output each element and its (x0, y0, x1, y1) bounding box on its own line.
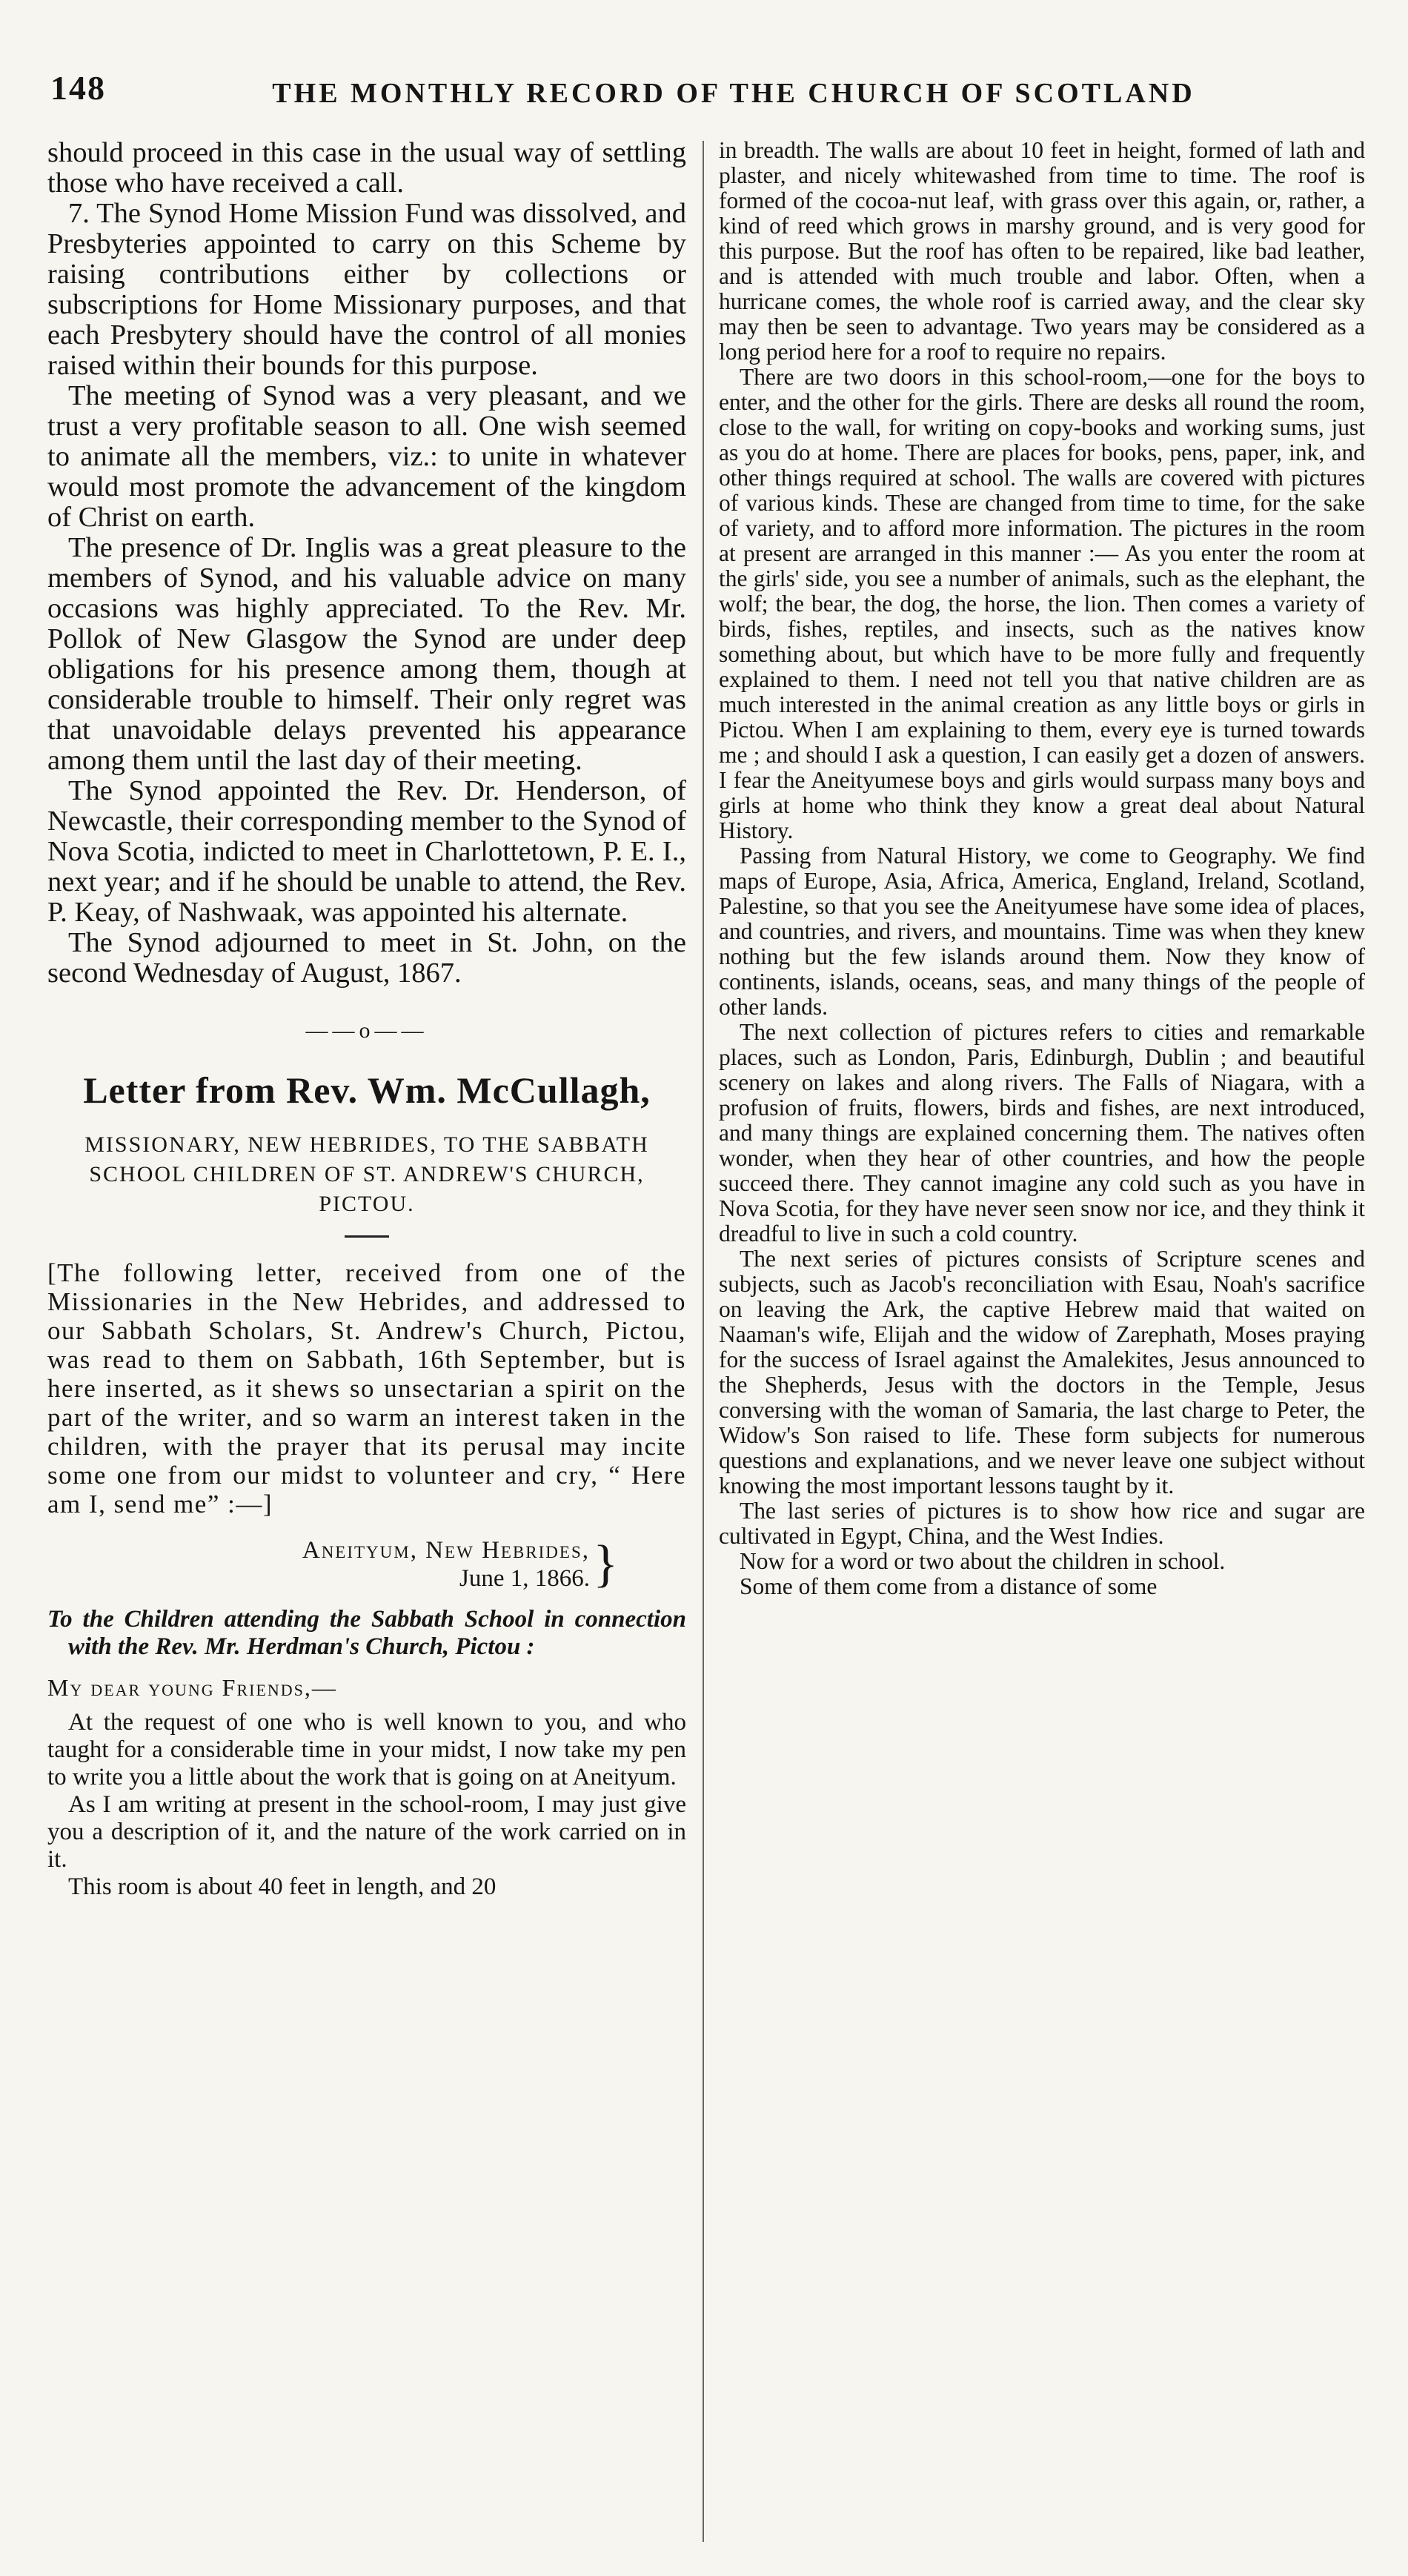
right-column (719, 138, 1365, 1599)
paragraph-request: At the request of one who is well known to you, and who taught for a considerable time in your midst, I now take my pen to write you a little about the work that is going on at Aneityum. (47, 1709, 686, 1790)
section-separator: ——o—— (305, 1018, 428, 1043)
paragraph-home-mission: 7. The Synod Home Mission Fund was dissolved, and Presbyteries appointed to carry on this Scheme by raising contributions either by collections or subscriptions for Home Missionary purposes, and that each Presbytery should have the control of all monies raised within their bounds for this purpose. (47, 198, 686, 381)
letter-title: Letter from Rev. Wm. McCullagh, (83, 1069, 651, 1111)
column-rule (703, 141, 704, 2542)
editorial-note-text: [The following letter, received from one of the Missionaries in the New Hebrides, and addressed to our Sabbath Scholars, St. Andrew's Church, Pictou, was read to them on Sabbath, 16th September, but is here inserted, as it shews so unsectarian a spirit on the part of the writer, and so warm an interest taken in the children, with the prayer that its perusal may incite some one from our midst to volunteer and cry, “ Here am I, send me” :—] (47, 1258, 686, 1518)
left-column (47, 138, 686, 1901)
page-number: 148 (50, 69, 106, 107)
paragraph-rice: The last series of pictures is to show how rice and sugar are cultivated in Egypt, China, and the West Indies. (719, 1498, 1365, 1549)
brace-icon: } (593, 1536, 618, 1593)
paragraph-children: Now for a word or two about the children in school. (740, 1548, 1226, 1574)
paragraph-geography: Passing from Natural History, we come to Geography. We find maps of Europe, Asia, Africa, America, England, Ireland, Scotland, Palestine, so that you see the Aneityumese have some idea of places, and countries, and rivers, and mountains. Time was when they knew nothing but the few islands around them. Now they know of continents, islands, oceans, seas, and many things of the people of other lands. (719, 843, 1365, 1020)
paragraph-writing: As I am writing at present in the school-room, I may just give you a description of it, and the nature of the work carried on in it. (47, 1791, 686, 1873)
dateline-place: Aneityum, New Hebrides, (302, 1537, 590, 1564)
paragraph-inglis: The presence of Dr. Inglis was a great pleasure to the members of Synod, and his valuable advice on many occasions was highly appreciated. To the Rev. Mr. Pollok of New Glasgow the Synod are under deep obligations for his presence among them, though at considerable trouble to himself. Their only regret was that unavoidable delays prevented his appearance among them until the last day of their meeting. (47, 532, 686, 776)
salutation: My dear young Friends,— (47, 1674, 337, 1701)
paragraph-meeting: The meeting of Synod was a very pleasant, and we trust a very profitable season to all. One wish seemed to animate all the members, viz.: to unite in whatever would most promote the advancement of the kingdom of Christ on earth. (47, 380, 686, 533)
paragraph-cities: The next collection of pictures refers to cities and remarkable places, such as London, Paris, Edinburgh, Dublin ; and beautiful scenery on lakes and along rivers. The Falls of Niagara, with a profusion of fruits, flowers, birds and fishes, are next introduced, and many things are explained concerning them. The natives often wonder, when they hear of other countries, and how the people succeed there. They cannot imagine any cold such as you have in Nova Scotia, for they have never seen snow nor ice, and they think it dreadful to live in such a cold country. (719, 1019, 1365, 1246)
paragraph-room: This room is about 40 feet in length, and 20 (68, 1873, 497, 1900)
letter-subhead: MISSIONARY, NEW HEBRIDES, TO THE SABBATH SCHOOL CHILDREN OF ST. ANDREW'S CHURCH, PICTOU. (84, 1132, 649, 1216)
editorial-note (47, 1258, 686, 1518)
paragraph-adjourned: The Synod adjourned to meet in St. John, on the second Wednesday of August, 1867. (47, 927, 686, 989)
paragraph-scripture: The next series of pictures consists of Scripture scenes and subjects, such as Jacob's reconciliation with Esau, Noah's sacrifice on leaving the Ark, the captive Hebrew maid that waited on Naaman's wife, Elijah and the widow of Zarephath, Moses praying for the success of Israel against the Amalekites, Jesus announced to the Shepherds, Jesus with the doctors in the Temple, Jesus conversing with the woman of Samaria, the last charge to Peter, the Widow's Son raised to life. These form subjects for numerous questions and explanations, and we never leave one subject without knowing the most important lessons taught by it. (719, 1246, 1365, 1498)
paragraph-some: Some of them come from a distance of some (740, 1573, 1158, 1599)
dateline (47, 1536, 686, 1593)
paragraph-breadth: in breadth. The walls are about 10 feet in height, formed of lath and plaster, and nicely whitewashed from time to time. The roof is formed of the cocoa-nut leaf, with grass over this again, or, rather, a kind of reed which grows in marshy ground, and is very good for this purpose. But the roof has often to be repaired, like bad leather, and is attended with much trouble and labor. Often, when a hurricane comes, the whole roof is carried away, and the clear sky may then be seen to advantage. Two years may be considered as a long period here for a roof to require no repairs. (719, 137, 1365, 365)
running-head: THE MONTHLY RECORD OF THE CHURCH OF SCOTLAND (272, 78, 1195, 109)
paragraph-henderson: The Synod appointed the Rev. Dr. Henderson, of Newcastle, their corresponding member to the Synod of Nova Scotia, indicted to meet in Charlottetown, P. E. I., next year; and if he should be unable to attend, the Rev. P. Keay, of Nashwaak, was appointed his alternate. (47, 775, 686, 928)
letter-body-left (47, 1709, 686, 1901)
short-rule (345, 1235, 389, 1238)
letter-address: To the Children attending the Sabbath School in connection with the Rev. Mr. Herdman's Church, Pictou : (47, 1606, 686, 1660)
dateline-date: June 1, 1866. (459, 1565, 590, 1592)
paragraph-doors: There are two doors in this school-room,—one for the boys to enter, and the other for the girls. There are desks all round the room, close to the wall, for writing on copy-books and working sums, just as you do at home. There are places for books, pens, paper, ink, and other things required at school. The walls are covered with pictures of various kinds. These are changed from time to time, for the sake of variety, and to afford more information. The pictures in the room at present are arranged in this manner :— As you enter the room at the girls' side, you see a number of animals, such as the elephant, the wolf; the bear, the dog, the horse, the lion. Then comes a variety of birds, fishes, reptiles, and insects, such as the natives know something about, but which have to be more fully and frequently explained to them. I need not tell you that native children are as much interested in the animal creation as any little boys or girls in Pictou. When I am explaining to them, every eye is turned towards me ; and should I ask a question, I can easily get a dozen of answers. I fear the Aneityumese boys and girls would surpass many boys and girls at home who think they know a great deal about Natural History. (719, 364, 1365, 843)
paragraph-continuation: should proceed in this case in the usual way of settling those who have received a call. (47, 137, 686, 199)
